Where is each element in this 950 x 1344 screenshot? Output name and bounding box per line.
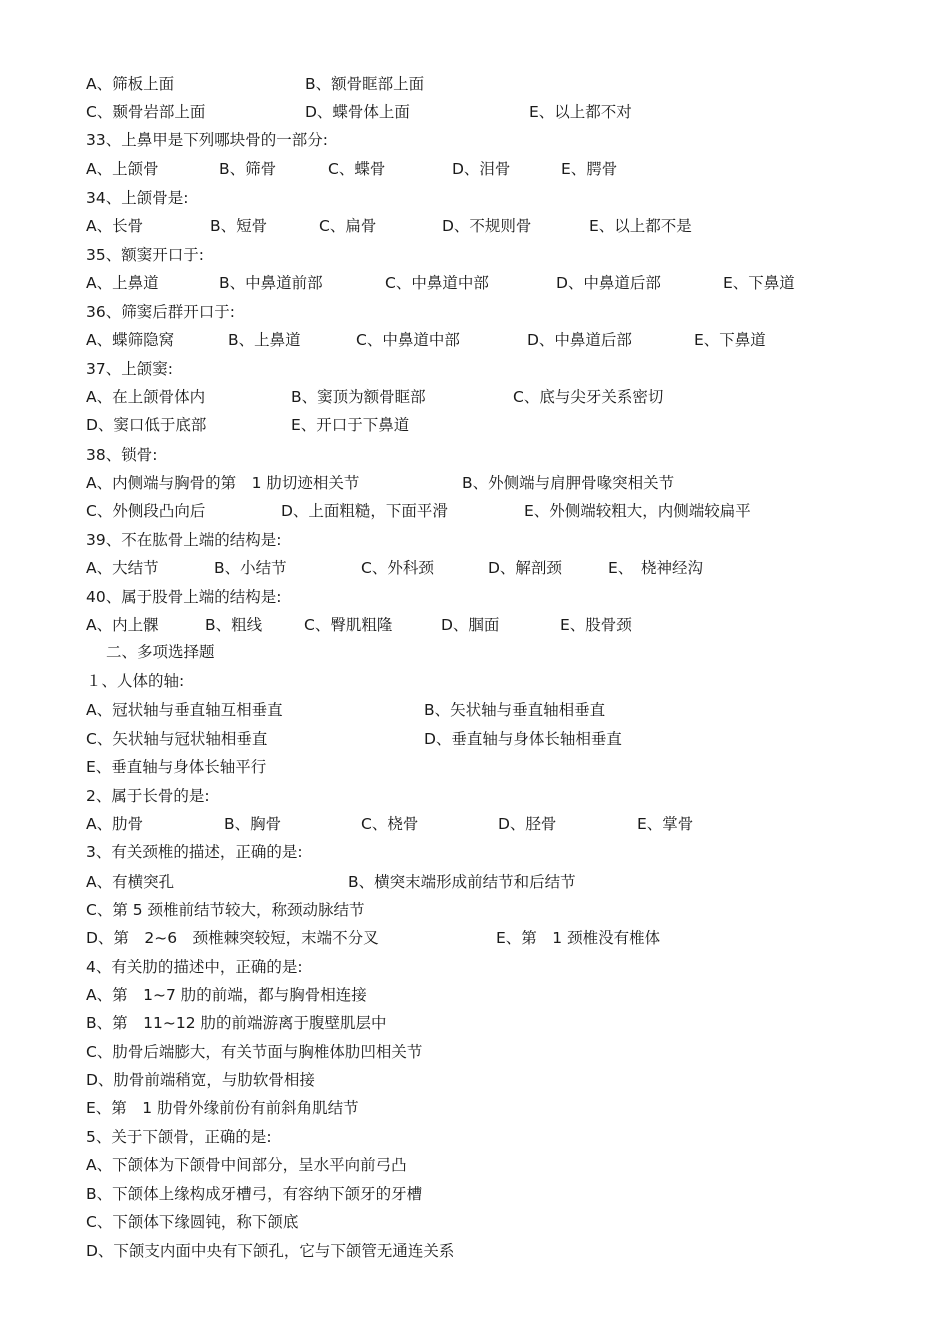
- text-segment: E、下鼻道: [723, 274, 795, 292]
- text-segment: B、下颌体上缘构成牙槽弓，有容纳下颌牙的牙槽: [86, 1185, 423, 1203]
- text-segment: １、人体的轴:: [86, 672, 185, 690]
- text-segment: D、胫骨: [498, 815, 557, 833]
- text-segment: 4、有关肋的描述中，正确的是:: [86, 958, 303, 976]
- text-segment: A、大结节: [86, 559, 159, 577]
- text-segment: B、横突末端形成前结节和后结节: [348, 873, 576, 891]
- text-segment: 36、筛窦后群开口于:: [86, 303, 235, 321]
- text-segment: B、中鼻道前部: [219, 274, 323, 292]
- text-segment: 38、锁骨:: [86, 446, 158, 464]
- text-segment: 2、属于长骨的是:: [86, 787, 210, 805]
- text-segment: D、下颌支内面中央有下颌孔，它与下颌管无通连关系: [86, 1242, 455, 1260]
- text-segment: A、在上颌骨体内: [86, 388, 206, 406]
- text-segment: 3、有关颈椎的描述，正确的是:: [86, 843, 303, 861]
- text-segment: A、肋骨: [86, 815, 144, 833]
- text-segment: D、腘面: [441, 616, 500, 634]
- text-segment: A、第 1~7 肋的前端，都与胸骨相连接: [86, 986, 367, 1004]
- text-segment: B、短骨: [210, 217, 268, 235]
- text-segment: C、桡骨: [361, 815, 419, 833]
- text-segment: C、外侧段凸向后: [86, 502, 206, 520]
- text-segment: C、矢状轴与冠状轴相垂直: [86, 730, 268, 748]
- text-segment: E、垂直轴与身体长轴平行: [86, 758, 267, 776]
- text-segment: A、上颌骨: [86, 160, 159, 178]
- text-segment: 40、属于股骨上端的结构是:: [86, 588, 282, 606]
- text-segment: D、第 2~6 颈椎棘突较短，末端不分叉: [86, 929, 379, 947]
- text-segment: C、蝶骨: [328, 160, 386, 178]
- text-segment: A、长骨: [86, 217, 144, 235]
- text-segment: D、肋骨前端稍宽，与肋软骨相接: [86, 1071, 315, 1089]
- text-segment: B、额骨眶部上面: [305, 75, 425, 93]
- text-segment: C、中鼻道中部: [385, 274, 489, 292]
- text-segment: E、 桡神经沟: [608, 559, 704, 577]
- text-segment: D、窦口低于底部: [86, 416, 207, 434]
- text-segment: 5、关于下颌骨，正确的是:: [86, 1128, 272, 1146]
- text-segment: E、下鼻道: [694, 331, 766, 349]
- text-segment: C、下颌体下缘圆钝，称下颌底: [86, 1213, 299, 1231]
- text-segment: B、外侧端与肩胛骨喙突相关节: [462, 474, 675, 492]
- text-segment: D、中鼻道后部: [556, 274, 661, 292]
- text-segment: E、外侧端较粗大，内侧端较扁平: [524, 502, 751, 520]
- text-segment: B、窦顶为额骨眶部: [291, 388, 426, 406]
- text-segment: A、蝶筛隐窝: [86, 331, 175, 349]
- text-segment: B、粗线: [205, 616, 263, 634]
- text-segment: C、颞骨岩部上面: [86, 103, 206, 121]
- text-segment: B、矢状轴与垂直轴相垂直: [424, 701, 606, 719]
- text-segment: C、底与尖牙关系密切: [513, 388, 664, 406]
- text-segment: C、中鼻道中部: [356, 331, 460, 349]
- text-segment: D、不规则骨: [442, 217, 532, 235]
- text-segment: C、扁骨: [319, 217, 377, 235]
- text-segment: 39、不在肱骨上端的结构是:: [86, 531, 282, 549]
- text-segment: 33、上鼻甲是下列哪块骨的一部分:: [86, 131, 328, 149]
- text-segment: B、筛骨: [219, 160, 277, 178]
- text-segment: E、腭骨: [561, 160, 618, 178]
- text-segment: E、以上都不对: [529, 103, 632, 121]
- text-segment: A、下颌体为下颌骨中间部分，呈水平向前弓凸: [86, 1156, 407, 1174]
- text-segment: A、冠状轴与垂直轴互相垂直: [86, 701, 283, 719]
- text-segment: A、内侧端与胸骨的第 1 肋切迹相关节: [86, 474, 360, 492]
- text-segment: C、外科颈: [361, 559, 434, 577]
- text-segment: E、股骨颈: [560, 616, 632, 634]
- text-segment: A、上鼻道: [86, 274, 159, 292]
- text-segment: D、中鼻道后部: [527, 331, 632, 349]
- text-segment: A、内上髁: [86, 616, 159, 634]
- text-segment: B、胸骨: [224, 815, 282, 833]
- text-segment: C、臀肌粗隆: [304, 616, 393, 634]
- text-segment: E、以上都不是: [589, 217, 692, 235]
- text-segment: B、小结节: [214, 559, 287, 577]
- text-segment: D、垂直轴与身体长轴相垂直: [424, 730, 622, 748]
- text-segment: 35、额窦开口于:: [86, 246, 204, 264]
- text-segment: E、开口于下鼻道: [291, 416, 410, 434]
- text-segment: E、第 1 肋骨外缘前份有前斜角肌结节: [86, 1099, 359, 1117]
- text-segment: A、筛板上面: [86, 75, 175, 93]
- text-segment: 34、上颌骨是:: [86, 189, 189, 207]
- text-segment: E、第 1 颈椎没有椎体: [496, 929, 661, 947]
- text-segment: E、掌骨: [637, 815, 694, 833]
- text-segment: C、肋骨后端膨大，有关节面与胸椎体肋凹相关节: [86, 1043, 423, 1061]
- text-segment: A、有横突孔: [86, 873, 175, 891]
- text-segment: D、泪骨: [452, 160, 511, 178]
- text-segment: D、蝶骨体上面: [305, 103, 410, 121]
- text-segment: D、解剖颈: [488, 559, 562, 577]
- text-segment: B、第 11~12 肋的前端游离于腹壁肌层中: [86, 1014, 387, 1032]
- text-segment: B、上鼻道: [228, 331, 301, 349]
- text-segment: C、第 5 颈椎前结节较大，称颈动脉结节: [86, 901, 365, 919]
- text-segment: 37、上颌窦:: [86, 360, 173, 378]
- text-segment: D、上面粗糙，下面平滑: [281, 502, 448, 520]
- text-segment: 二、多项选择题: [106, 643, 215, 661]
